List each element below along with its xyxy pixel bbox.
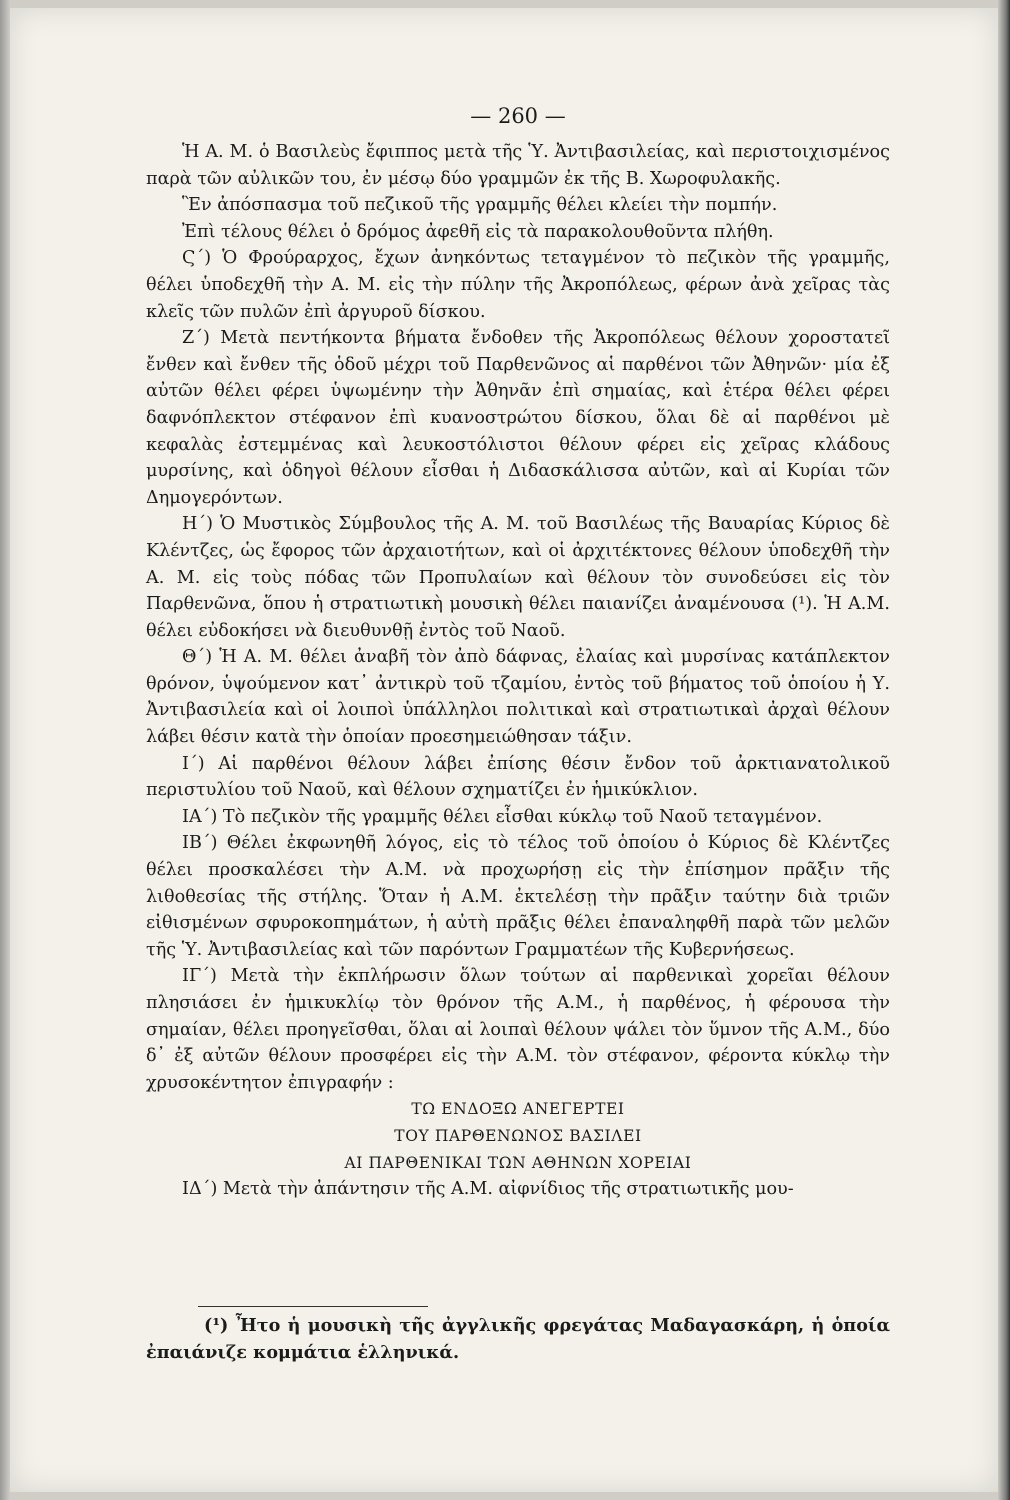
inscription-line-2: ΤΟΥ ΠΑΡΘΕΝΩΝΟΣ ΒΑΣΙΛΕΙ [394, 1126, 642, 1145]
paragraph-12-speech: ΙΒ΄) Θέλει ἐκφωνηθῆ λόγος, εἰς τὸ τέλος τοῦ ὁποίου ὁ Κύριος δὲ Κλέντζες θέλει προσκαλέσει τὴν Α.Μ. νὰ προχωρήσῃ εἰς τὴν ἐπίσημον πρᾶξιν τῆς λιθοθεσίας τῆς στήλης. Ὅταν ἡ Α.Μ. ἐκτελέσῃ τὴν πρᾶξιν ταύτην διὰ τριῶν εἰθισμένων σφυροκοπημάτων, ἡ αὐτὴ πρᾶξις θέλει ἐπαναληφθῆ παρὰ τῶν μελῶν τῆς Ὑ. Ἀντιβασιλείας καὶ τῶν παρόντων Γραμματέων τῆς Κυβερνήσεως. [146, 833, 890, 960]
footnote-divider [198, 1306, 428, 1307]
scan-left-edge [0, 0, 10, 1500]
paragraph-9-throne: Θ΄) Ἡ Α. Μ. θέλει ἀναβῆ τὸν ἀπὸ δάφνας, ἐλαίας καὶ μυρσίνας κατάπλεκτον θρόνον, ὑψούμενον κατ᾽ ἀντικρὺ τοῦ τζαμίου, ἐντὸς τοῦ βήματος τοῦ ὁποίου ἡ Υ. Ἀντιβασιλεία καὶ οἱ λοιποὶ ὑπάλληλοι πολιτικαὶ καὶ στρατιωτικαὶ ἀρχαὶ θέλουν λάβει θέσιν κατὰ τὴν ὁποίαν προεσημειώθησαν τάξιν. [146, 647, 890, 748]
paragraph-13-choirs: ΙΓ΄) Μετὰ τὴν ἐκπλήρωσιν ὅλων τούτων αἱ παρθενικαὶ χορεῖαι θέλουν πλησιάσει ἐν ἡμικυκλίῳ τὸν θρόνον τῆς Α.Μ., ἡ παρθένος, ἡ φέρουσα τὴν σημαίαν, θέλει προηγεῖσθαι, ὅλαι αἱ λοιπαὶ θέλουν ψάλει τὸν ὕμνον τῆς Α.Μ., δύο δ᾽ ἐξ αὐτῶν θέλουν προσφέρει εἰς τὴν Α.Μ. τὸν στέφανον, φέροντα κύκλῳ τὴν χρυσοκέντητον ἐπιγραφήν : [146, 966, 890, 1093]
footnote [146, 1312, 890, 1366]
paragraph-7-maidens: Ζ΄) Μετὰ πεντήκοντα βήματα ἔνδοθεν τῆς Ἀκροπόλεως θέλουν χοροστατεῖ ἔνθεν καὶ ἔνθεν τῆς ὁδοῦ μέχρι τοῦ Παρθενῶνος αἱ παρθένοι τῶν Ἀθηνῶν· μία ἐξ αὐτῶν θέλει φέρει ὑψωμένην τὴν Ἀθηνᾶν ἐπὶ σημαίας, καὶ ἑτέρα θέλει φέρει δαφνόπλεκτον στέφανον ἐπὶ κυανοστρώτου δίσκου, ὅλαι δὲ αἱ παρθένοι μὲ κεφαλὰς ἐστεμμένας καὶ λευκοστόλιστοι θέλουν φέρει εἰς χεῖρας κλάδους μυρσίνης, καὶ ὁδηγοὶ θέλουν εἶσθαι ἡ Διδασκάλισσα αὐτῶν, καὶ αἱ Κυρίαι τῶν Δημογερόντων. [146, 328, 890, 508]
page-body [146, 93, 890, 1203]
scan-right-edge [998, 0, 1010, 1500]
inscription-line-1: ΤΩ ΕΝΔΟΞΩ ΑΝΕΓΕΡΤΕΙ [411, 1100, 625, 1119]
footnote-text: Ἦτο ἡ μουσικὴ τῆς ἀγγλικῆς φρεγάτας Μαδαγασκάρη, ἡ ὁποία ἐπαιάνιζε κομμάτια ἑλληνικά. [146, 1315, 890, 1363]
paragraph-14-music: ΙΔ΄) Μετὰ τὴν ἀπάντησιν τῆς Α.Μ. αἰφνίδιος τῆς στρατιωτικῆς μου- [182, 1179, 794, 1200]
page-number: — 260 — [470, 104, 566, 128]
footnote-marker: (¹) [204, 1315, 229, 1336]
paragraph-8-klenze: Η΄) Ὁ Μυστικὸς Σύμβουλος τῆς Α. Μ. τοῦ Βασιλέως τῆς Βαυαρίας Κύριος δὲ Κλέντζες, ὡς ἔφορος τῶν ἀρχαιοτήτων, καὶ οἱ ἀρχιτέκτονες θέλουν ὑποδεχθῆ τὴν Α. Μ. εἰς τοὺς πόδας τῶν Προπυλαίων καὶ θέλουν τὸν συνοδεύσει εἰς τὸν Παρθενῶνα, ὅπου ἡ στρατιωτικὴ μουσικὴ θέλει παιανίζει ἀναμένουσα (¹). Ἡ Α.Μ. θέλει εὐδοκήσει νὰ διευθυνθῇ ἐντὸς τοῦ Ναοῦ. [146, 514, 890, 641]
paragraph-10-peristyle: Ι΄) Αἱ παρθένοι θέλουν λάβει ἐπίσης θέσιν ἔνδον τοῦ ἀρκτιανατολικοῦ περιστυλίου τοῦ Ναοῦ, καὶ θέλουν σχηματίζει ἐν ἡμικύκλιον. [146, 753, 890, 801]
paragraph-procession: Ἡ Α. Μ. ὁ Βασιλεὺς ἔφιππος μετὰ τῆς Ὑ. Ἀντιβασιλείας, καὶ περιστοιχισμένος παρὰ τῶν αὐλικῶν του, ἐν μέσῳ δύο γραμμῶν ἐκ τῆς Β. Χωροφυλακῆς. [146, 142, 890, 189]
paragraph-11-infantry: ΙΑ΄) Τὸ πεζικὸν τῆς γραμμῆς θέλει εἶσθαι κύκλῳ τοῦ Ναοῦ τεταγμένον. [182, 806, 823, 827]
paragraph-infantry-closing: Ἓν ἀπόσπασμα τοῦ πεζικοῦ τῆς γραμμῆς θέλει κλείει τὴν πομπήν. [182, 195, 778, 216]
paragraph-crowds: Ἐπὶ τέλους θέλει ὁ δρόμος ἀφεθῆ εἰς τὰ παρακολουθοῦντα πλήθη. [182, 221, 774, 242]
inscription-line-3: ΑΙ ΠΑΡΘΕΝΙΚΑΙ ΤΩΝ ΑΘΗΝΩΝ ΧΟΡΕΙΑΙ [344, 1153, 692, 1172]
paragraph-6-garrison-commander: Ϛ΄) Ὁ Φρούραρχος, ἔχων ἀνηκόντως τεταγμένον τὸ πεζικὸν τῆς γραμμῆς, θέλει ὑποδεχθῆ τὴν Α. Μ. εἰς τὴν πύλην τῆς Ἀκροπόλεως, φέρων ἀνὰ χεῖρας τὰς κλεῖς τῶν πυλῶν ἐπὶ ἀργυροῦ δίσκου. [146, 248, 890, 322]
